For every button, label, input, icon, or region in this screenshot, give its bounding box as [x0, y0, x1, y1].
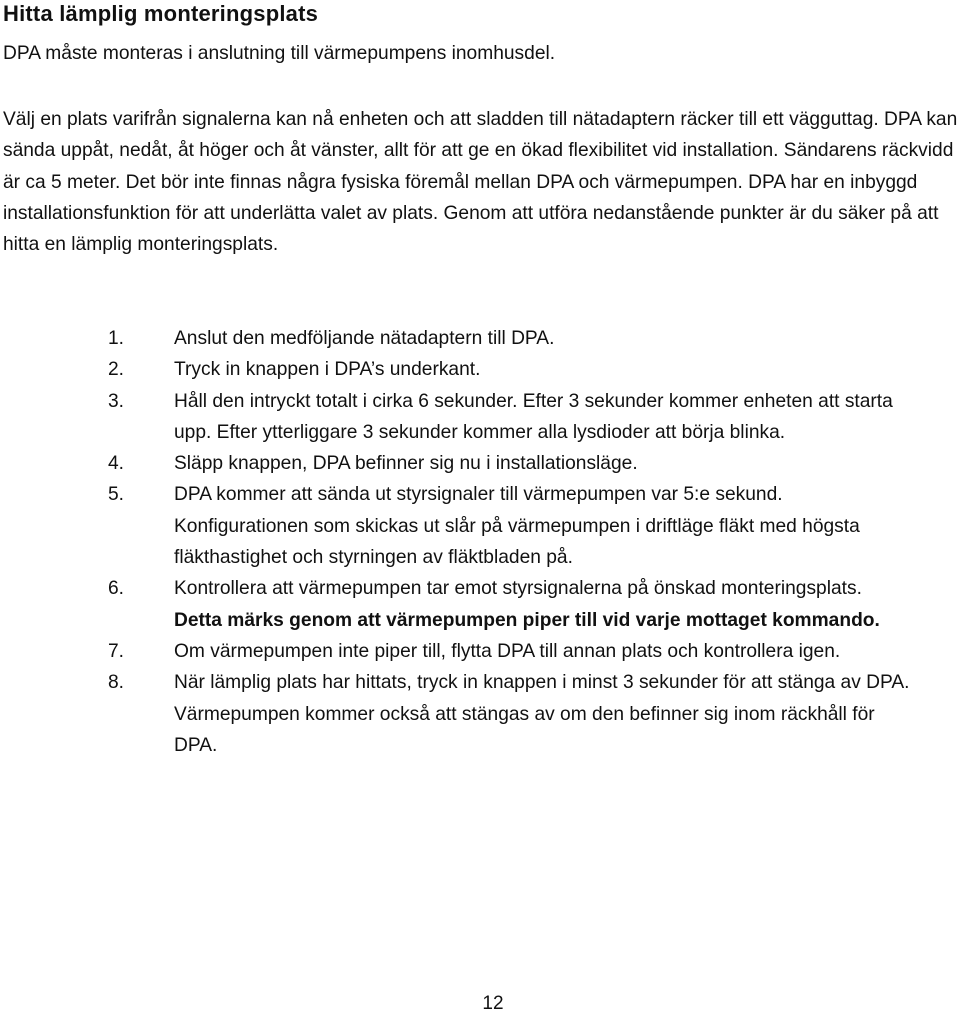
list-item [0, 667, 960, 761]
list-item [0, 573, 960, 636]
step-number: 7. [108, 640, 125, 662]
list-item [0, 354, 960, 385]
list-item [0, 386, 960, 449]
step-text: När lämplig plats har hittats, tryck in knappen i minst 3 sekunder för att stänga av DPA. Värmepumpen kommer också att stängas av om den befinner sig inom räckhåll för DPA. [174, 672, 910, 756]
step-number: 4. [108, 453, 125, 475]
step-number: 6. [108, 578, 125, 600]
list-item [0, 636, 960, 667]
step-bold-note: Detta märks genom att värmepumpen piper till vid varje mottaget kommando. [174, 609, 880, 631]
page-title: Hitta lämplig monteringsplats [3, 1, 319, 26]
instructions-paragraph: Välj en plats varifrån signalerna kan nå enheten och att sladden till nätadaptern räcker till ett vägguttag. DPA kan sända uppåt, nedåt, åt höger och åt vänster, allt för att ge en ökad flexibilitet vid installation. Sändarens räckvidd är ca 5 meter. Det bör inte finnas några fysiska föremål mellan DPA och värmepumpen. DPA har en inbyggd installationsfunktion för att underlätta valet av plats. Genom att utföra nedanstående punkter är du säker på att hitta en lämplig monteringsplats. [3, 109, 958, 256]
step-text: Kontrollera att värmepumpen tar emot styrsignalerna på önskad monteringsplats. Detta märks genom att värmepumpen piper till vid varje mottaget kommando. [174, 578, 880, 631]
step-text: Anslut den medföljande nätadaptern till DPA. [174, 328, 555, 349]
step-text: Håll den intryckt totalt i cirka 6 sekunder. Efter 3 sekunder kommer enheten att starta upp. Efter ytterliggare 3 sekunder kommer alla lysdioder att börja blinka. [174, 390, 893, 443]
step-number: 5. [108, 484, 125, 506]
list-item [0, 448, 960, 479]
step-number: 3. [108, 390, 125, 412]
list-item [0, 323, 960, 354]
step-text: DPA kommer att sända ut styrsignaler till värmepumpen var 5:e sekund. Konfigurationen som skickas ut slår på värmepumpen i driftläge fläkt med högsta fläkthastighet och styrningen av fläktbladen på. [174, 484, 860, 569]
step-number: 8. [108, 672, 125, 694]
step-text: Om värmepumpen inte piper till, flytta DPA till annan plats och kontrollera igen. [174, 640, 841, 662]
page-number: 12 [482, 993, 504, 1014]
step-text: Släpp knappen, DPA befinner sig nu i installationsläge. [174, 453, 638, 475]
list-item [0, 479, 960, 573]
step-number: 2. [108, 359, 125, 381]
steps-list [0, 323, 960, 761]
step-text: Tryck in knappen i DPA’s underkant. [174, 359, 481, 381]
intro-paragraph: DPA måste monteras i anslutning till värmepumpens inomhusdel. [3, 43, 556, 64]
step-number: 1. [108, 328, 125, 349]
